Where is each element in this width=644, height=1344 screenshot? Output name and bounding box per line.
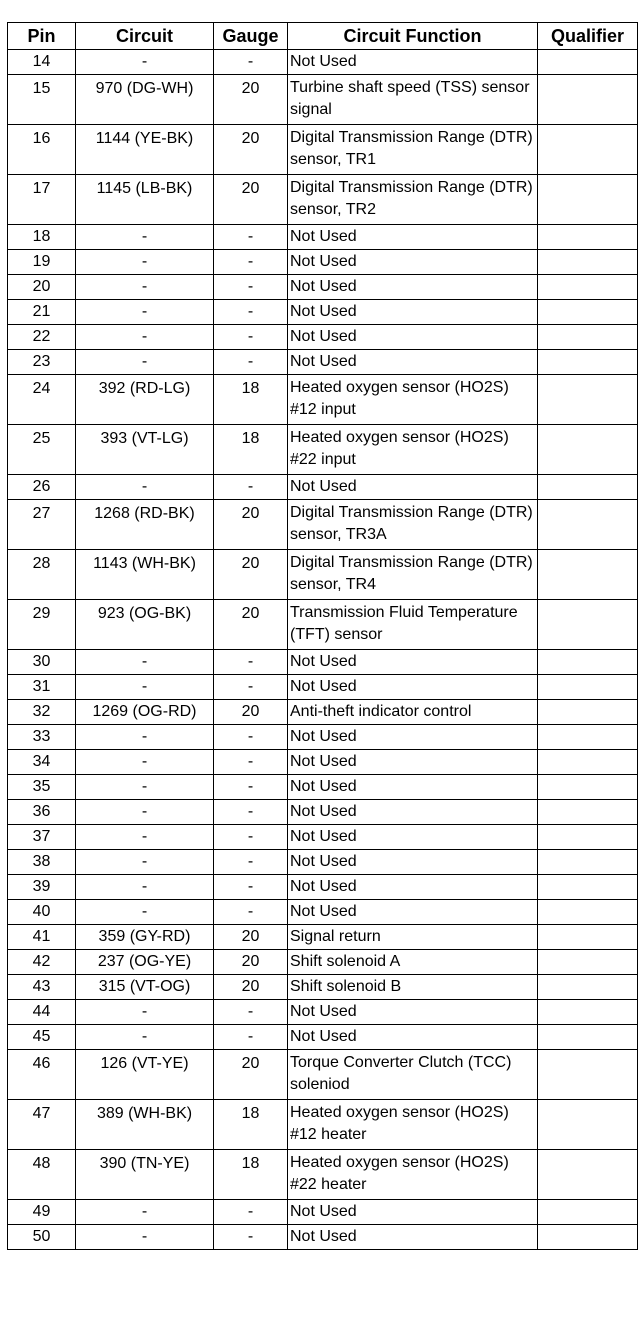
- qualifier-cell: [538, 825, 638, 850]
- pin-cell: 50: [8, 1225, 76, 1250]
- function-cell: Not Used: [288, 650, 538, 675]
- qualifier-column-header: Qualifier: [538, 23, 638, 50]
- gauge-cell: 18: [214, 375, 288, 425]
- function-cell: Anti-theft indicator control: [288, 700, 538, 725]
- circuit-cell: -: [76, 850, 214, 875]
- circuit-cell: -: [76, 650, 214, 675]
- qualifier-cell: [538, 1200, 638, 1225]
- pin-cell: 36: [8, 800, 76, 825]
- function-cell: Digital Transmission Range (DTR) sensor, TR1: [288, 125, 538, 175]
- gauge-cell: -: [214, 325, 288, 350]
- function-cell: Not Used: [288, 900, 538, 925]
- table-row: [8, 1000, 638, 1025]
- circuit-cell: -: [76, 250, 214, 275]
- function-cell: Transmission Fluid Temperature (TFT) sensor: [288, 600, 538, 650]
- function-cell: Not Used: [288, 1200, 538, 1225]
- circuit-cell: 1268 (RD-BK): [76, 500, 214, 550]
- qualifier-cell: [538, 325, 638, 350]
- pin-cell: 45: [8, 1025, 76, 1050]
- header-row: [8, 23, 638, 50]
- qualifier-cell: [538, 775, 638, 800]
- gauge-cell: 18: [214, 1100, 288, 1150]
- circuit-cell: 359 (GY-RD): [76, 925, 214, 950]
- function-cell: Not Used: [288, 350, 538, 375]
- qualifier-cell: [538, 425, 638, 475]
- circuit-cell: 923 (OG-BK): [76, 600, 214, 650]
- function-cell: Not Used: [288, 325, 538, 350]
- table-row: [8, 500, 638, 550]
- table-row: [8, 800, 638, 825]
- function-cell: Digital Transmission Range (DTR) sensor, TR2: [288, 175, 538, 225]
- table-row: [8, 650, 638, 675]
- circuit-cell: -: [76, 1200, 214, 1225]
- pin-cell: 43: [8, 975, 76, 1000]
- pin-cell: 48: [8, 1150, 76, 1200]
- function-cell: Not Used: [288, 250, 538, 275]
- pin-cell: 39: [8, 875, 76, 900]
- qualifier-cell: [538, 750, 638, 775]
- table-row: [8, 300, 638, 325]
- function-cell: Not Used: [288, 300, 538, 325]
- pin-cell: 20: [8, 275, 76, 300]
- function-cell: Heated oxygen sensor (HO2S) #22 heater: [288, 1150, 538, 1200]
- pin-cell: 22: [8, 325, 76, 350]
- function-cell: Not Used: [288, 1025, 538, 1050]
- circuit-cell: -: [76, 475, 214, 500]
- gauge-cell: -: [214, 300, 288, 325]
- gauge-cell: -: [214, 650, 288, 675]
- table-row: [8, 1200, 638, 1225]
- gauge-cell: 20: [214, 175, 288, 225]
- gauge-cell: -: [214, 250, 288, 275]
- gauge-cell: -: [214, 850, 288, 875]
- gauge-cell: -: [214, 875, 288, 900]
- circuit-cell: -: [76, 275, 214, 300]
- circuit-cell: 970 (DG-WH): [76, 75, 214, 125]
- pin-cell: 49: [8, 1200, 76, 1225]
- table-row: [8, 550, 638, 600]
- table-row: [8, 875, 638, 900]
- gauge-cell: -: [214, 1200, 288, 1225]
- table-row: [8, 75, 638, 125]
- circuit-cell: -: [76, 825, 214, 850]
- gauge-cell: -: [214, 475, 288, 500]
- circuit-cell: -: [76, 750, 214, 775]
- table-row: [8, 850, 638, 875]
- pin-cell: 38: [8, 850, 76, 875]
- circuit-cell: -: [76, 225, 214, 250]
- gauge-column-header: Gauge: [214, 23, 288, 50]
- gauge-cell: -: [214, 1025, 288, 1050]
- table-row: [8, 925, 638, 950]
- qualifier-cell: [538, 900, 638, 925]
- circuit-cell: -: [76, 900, 214, 925]
- pin-cell: 17: [8, 175, 76, 225]
- table-body: [8, 50, 638, 1250]
- qualifier-cell: [538, 875, 638, 900]
- qualifier-cell: [538, 1225, 638, 1250]
- table-row: [8, 975, 638, 1000]
- function-cell: Digital Transmission Range (DTR) sensor, TR4: [288, 550, 538, 600]
- pin-cell: 31: [8, 675, 76, 700]
- table-row: [8, 1150, 638, 1200]
- function-cell: Turbine shaft speed (TSS) sensor signal: [288, 75, 538, 125]
- table-row: [8, 700, 638, 725]
- pin-cell: 44: [8, 1000, 76, 1025]
- qualifier-cell: [538, 1100, 638, 1150]
- function-cell: Not Used: [288, 1000, 538, 1025]
- circuit-cell: 126 (VT-YE): [76, 1050, 214, 1100]
- table-row: [8, 1050, 638, 1100]
- circuit-cell: -: [76, 1000, 214, 1025]
- pin-cell: 24: [8, 375, 76, 425]
- function-cell: Not Used: [288, 675, 538, 700]
- circuit-cell: -: [76, 300, 214, 325]
- table-row: [8, 50, 638, 75]
- circuit-cell: -: [76, 1025, 214, 1050]
- qualifier-cell: [538, 1150, 638, 1200]
- gauge-cell: -: [214, 750, 288, 775]
- gauge-cell: 20: [214, 975, 288, 1000]
- circuit-cell: 315 (VT-OG): [76, 975, 214, 1000]
- gauge-cell: -: [214, 900, 288, 925]
- pin-cell: 41: [8, 925, 76, 950]
- pin-cell: 47: [8, 1100, 76, 1150]
- pin-cell: 19: [8, 250, 76, 275]
- table-row: [8, 125, 638, 175]
- function-cell: Not Used: [288, 725, 538, 750]
- qualifier-cell: [538, 725, 638, 750]
- table-row: [8, 325, 638, 350]
- gauge-cell: -: [214, 350, 288, 375]
- pin-cell: 40: [8, 900, 76, 925]
- gauge-cell: -: [214, 775, 288, 800]
- function-cell: Not Used: [288, 225, 538, 250]
- pin-cell: 34: [8, 750, 76, 775]
- function-cell: Not Used: [288, 50, 538, 75]
- table-row: [8, 825, 638, 850]
- qualifier-cell: [538, 225, 638, 250]
- circuit-cell: -: [76, 325, 214, 350]
- pin-cell: 16: [8, 125, 76, 175]
- table-row: [8, 425, 638, 475]
- table-row: [8, 175, 638, 225]
- qualifier-cell: [538, 925, 638, 950]
- pin-cell: 30: [8, 650, 76, 675]
- function-cell: Not Used: [288, 475, 538, 500]
- pin-cell: 33: [8, 725, 76, 750]
- qualifier-cell: [538, 350, 638, 375]
- function-cell: Not Used: [288, 1225, 538, 1250]
- pin-cell: 35: [8, 775, 76, 800]
- function-cell: Shift solenoid B: [288, 975, 538, 1000]
- qualifier-cell: [538, 275, 638, 300]
- pinout-table: [7, 22, 638, 1250]
- function-cell: Signal return: [288, 925, 538, 950]
- circuit-cell: 392 (RD-LG): [76, 375, 214, 425]
- pin-cell: 18: [8, 225, 76, 250]
- circuit-cell: -: [76, 875, 214, 900]
- table-row: [8, 475, 638, 500]
- circuit-cell: -: [76, 50, 214, 75]
- table-row: [8, 275, 638, 300]
- gauge-cell: 20: [214, 700, 288, 725]
- function-cell: Not Used: [288, 825, 538, 850]
- pin-cell: 21: [8, 300, 76, 325]
- gauge-cell: -: [214, 725, 288, 750]
- pin-column-header: Pin: [8, 23, 76, 50]
- function-cell: Not Used: [288, 750, 538, 775]
- table-row: [8, 725, 638, 750]
- gauge-cell: -: [214, 825, 288, 850]
- function-cell: Heated oxygen sensor (HO2S) #22 input: [288, 425, 538, 475]
- qualifier-cell: [538, 375, 638, 425]
- pin-cell: 42: [8, 950, 76, 975]
- qualifier-cell: [538, 75, 638, 125]
- pin-cell: 25: [8, 425, 76, 475]
- circuit-cell: 1145 (LB-BK): [76, 175, 214, 225]
- gauge-cell: -: [214, 275, 288, 300]
- qualifier-cell: [538, 1050, 638, 1100]
- pin-cell: 29: [8, 600, 76, 650]
- circuit-cell: -: [76, 725, 214, 750]
- circuit-column-header: Circuit: [76, 23, 214, 50]
- function-cell: Not Used: [288, 875, 538, 900]
- gauge-cell: 18: [214, 1150, 288, 1200]
- pin-cell: 27: [8, 500, 76, 550]
- gauge-cell: 20: [214, 950, 288, 975]
- function-cell: Not Used: [288, 275, 538, 300]
- gauge-cell: 20: [214, 550, 288, 600]
- qualifier-cell: [538, 500, 638, 550]
- table-row: [8, 1225, 638, 1250]
- table-header: [8, 23, 638, 50]
- circuit-cell: 237 (OG-YE): [76, 950, 214, 975]
- qualifier-cell: [538, 125, 638, 175]
- gauge-cell: 20: [214, 1050, 288, 1100]
- function-column-header: Circuit Function: [288, 23, 538, 50]
- table-row: [8, 675, 638, 700]
- table-row: [8, 250, 638, 275]
- pin-cell: 14: [8, 50, 76, 75]
- qualifier-cell: [538, 50, 638, 75]
- circuit-cell: 1144 (YE-BK): [76, 125, 214, 175]
- table-row: [8, 350, 638, 375]
- table-row: [8, 750, 638, 775]
- gauge-cell: 20: [214, 125, 288, 175]
- function-cell: Not Used: [288, 850, 538, 875]
- circuit-cell: -: [76, 675, 214, 700]
- gauge-cell: 20: [214, 75, 288, 125]
- gauge-cell: -: [214, 225, 288, 250]
- qualifier-cell: [538, 950, 638, 975]
- circuit-cell: 393 (VT-LG): [76, 425, 214, 475]
- circuit-cell: -: [76, 800, 214, 825]
- qualifier-cell: [538, 175, 638, 225]
- function-cell: Torque Converter Clutch (TCC) soleniod: [288, 1050, 538, 1100]
- gauge-cell: 20: [214, 600, 288, 650]
- function-cell: Heated oxygen sensor (HO2S) #12 input: [288, 375, 538, 425]
- table-row: [8, 775, 638, 800]
- function-cell: Digital Transmission Range (DTR) sensor, TR3A: [288, 500, 538, 550]
- gauge-cell: -: [214, 1000, 288, 1025]
- qualifier-cell: [538, 1000, 638, 1025]
- table-row: [8, 1025, 638, 1050]
- table-row: [8, 600, 638, 650]
- circuit-cell: 1143 (WH-BK): [76, 550, 214, 600]
- qualifier-cell: [538, 300, 638, 325]
- function-cell: Heated oxygen sensor (HO2S) #12 heater: [288, 1100, 538, 1150]
- qualifier-cell: [538, 550, 638, 600]
- qualifier-cell: [538, 700, 638, 725]
- pin-cell: 37: [8, 825, 76, 850]
- circuit-cell: -: [76, 775, 214, 800]
- function-cell: Not Used: [288, 775, 538, 800]
- circuit-cell: -: [76, 1225, 214, 1250]
- qualifier-cell: [538, 250, 638, 275]
- table-row: [8, 900, 638, 925]
- qualifier-cell: [538, 675, 638, 700]
- pin-cell: 15: [8, 75, 76, 125]
- table-row: [8, 375, 638, 425]
- gauge-cell: -: [214, 50, 288, 75]
- gauge-cell: 20: [214, 500, 288, 550]
- function-cell: Not Used: [288, 800, 538, 825]
- gauge-cell: -: [214, 1225, 288, 1250]
- pin-cell: 23: [8, 350, 76, 375]
- gauge-cell: 18: [214, 425, 288, 475]
- circuit-cell: 390 (TN-YE): [76, 1150, 214, 1200]
- circuit-cell: -: [76, 350, 214, 375]
- function-cell: Shift solenoid A: [288, 950, 538, 975]
- gauge-cell: -: [214, 675, 288, 700]
- pin-cell: 28: [8, 550, 76, 600]
- table-row: [8, 950, 638, 975]
- qualifier-cell: [538, 850, 638, 875]
- qualifier-cell: [538, 1025, 638, 1050]
- qualifier-cell: [538, 975, 638, 1000]
- circuit-cell: 1269 (OG-RD): [76, 700, 214, 725]
- qualifier-cell: [538, 475, 638, 500]
- pin-cell: 26: [8, 475, 76, 500]
- circuit-cell: 389 (WH-BK): [76, 1100, 214, 1150]
- qualifier-cell: [538, 600, 638, 650]
- table-row: [8, 1100, 638, 1150]
- qualifier-cell: [538, 800, 638, 825]
- qualifier-cell: [538, 650, 638, 675]
- pin-cell: 46: [8, 1050, 76, 1100]
- pin-cell: 32: [8, 700, 76, 725]
- gauge-cell: -: [214, 800, 288, 825]
- gauge-cell: 20: [214, 925, 288, 950]
- table-row: [8, 225, 638, 250]
